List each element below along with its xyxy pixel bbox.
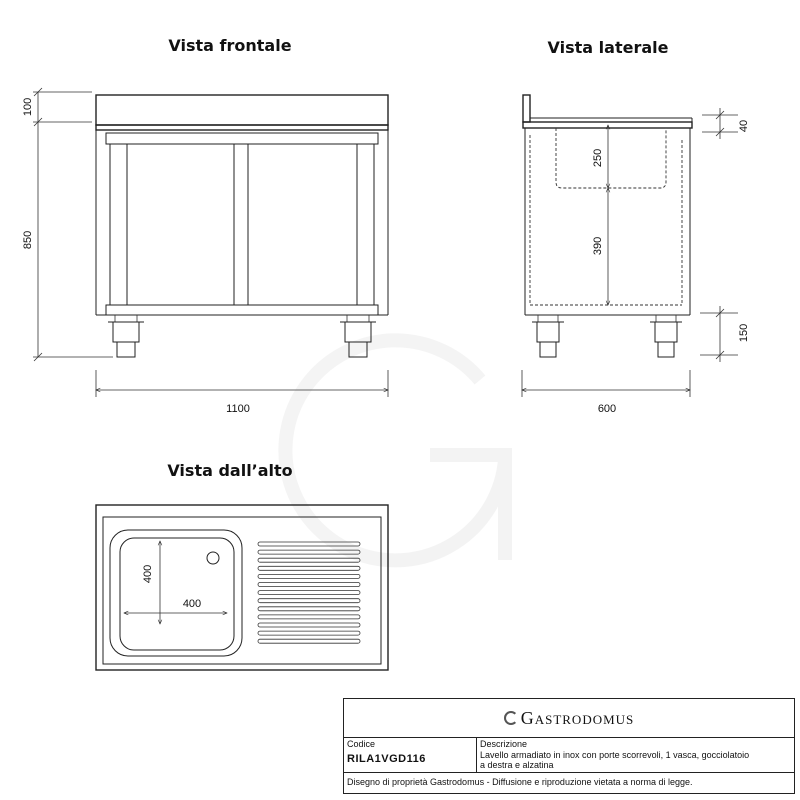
description-line-1: Lavello armadiato in inox con porte scorrevoli, 1 vasca, gocciolatoio: [480, 750, 750, 760]
drainer-groove: [258, 615, 360, 619]
side-view: [523, 95, 692, 357]
drainer-groove: [258, 623, 360, 627]
drainer-groove: [258, 591, 360, 595]
front-view: [96, 95, 388, 357]
drainer-groove: [258, 574, 360, 578]
dim-depth: 600: [597, 403, 617, 415]
title-block: [343, 698, 795, 794]
description-line-2: a destra e alzatina: [480, 760, 554, 770]
brand-logo: [344, 699, 794, 738]
top-dimensions: [124, 541, 227, 624]
dim-body-height: 850: [22, 230, 34, 250]
brand-name: Gastrodomus: [520, 707, 635, 728]
side-view-title: Vista laterale: [547, 38, 669, 57]
front-view-title: Vista frontale: [168, 36, 292, 55]
dim-bowl-size-h: 400: [182, 598, 202, 610]
dim-upstand: 100: [22, 97, 34, 117]
dim-legs: 150: [738, 323, 750, 343]
dim-width: 1100: [226, 403, 250, 415]
code-cell: [344, 737, 477, 773]
description-cell: [477, 737, 794, 773]
drainer-groove: [258, 639, 360, 643]
drainer-groove: [258, 599, 360, 603]
dim-bowl-depth: 250: [592, 148, 604, 168]
description-label: Descrizione: [480, 739, 528, 749]
top-view-title: Vista dall’alto: [167, 461, 293, 480]
drainer-groove: [258, 583, 360, 587]
dim-bowl-size-v: 400: [142, 564, 154, 584]
drainer-groove: [258, 558, 360, 562]
brand-logo-icon: [504, 711, 518, 725]
drain-hole-icon: [207, 552, 219, 564]
drainer-groove: [258, 631, 360, 635]
copyright-notice: Disegno di proprietà Gastrodomus - Diffusione e riproduzione vietata a norma di legge.: [347, 777, 693, 787]
code-label: Codice: [347, 739, 376, 749]
dim-side-upstand: 40: [738, 119, 750, 133]
dim-under-bowl: 390: [592, 236, 604, 256]
top-view: [96, 505, 388, 670]
drainer-groove: [258, 607, 360, 611]
drainer-grooves: [258, 542, 360, 643]
code-value: RILA1VGD116: [347, 753, 426, 765]
watermark-logo: [285, 340, 505, 560]
drainer-groove: [258, 566, 360, 570]
